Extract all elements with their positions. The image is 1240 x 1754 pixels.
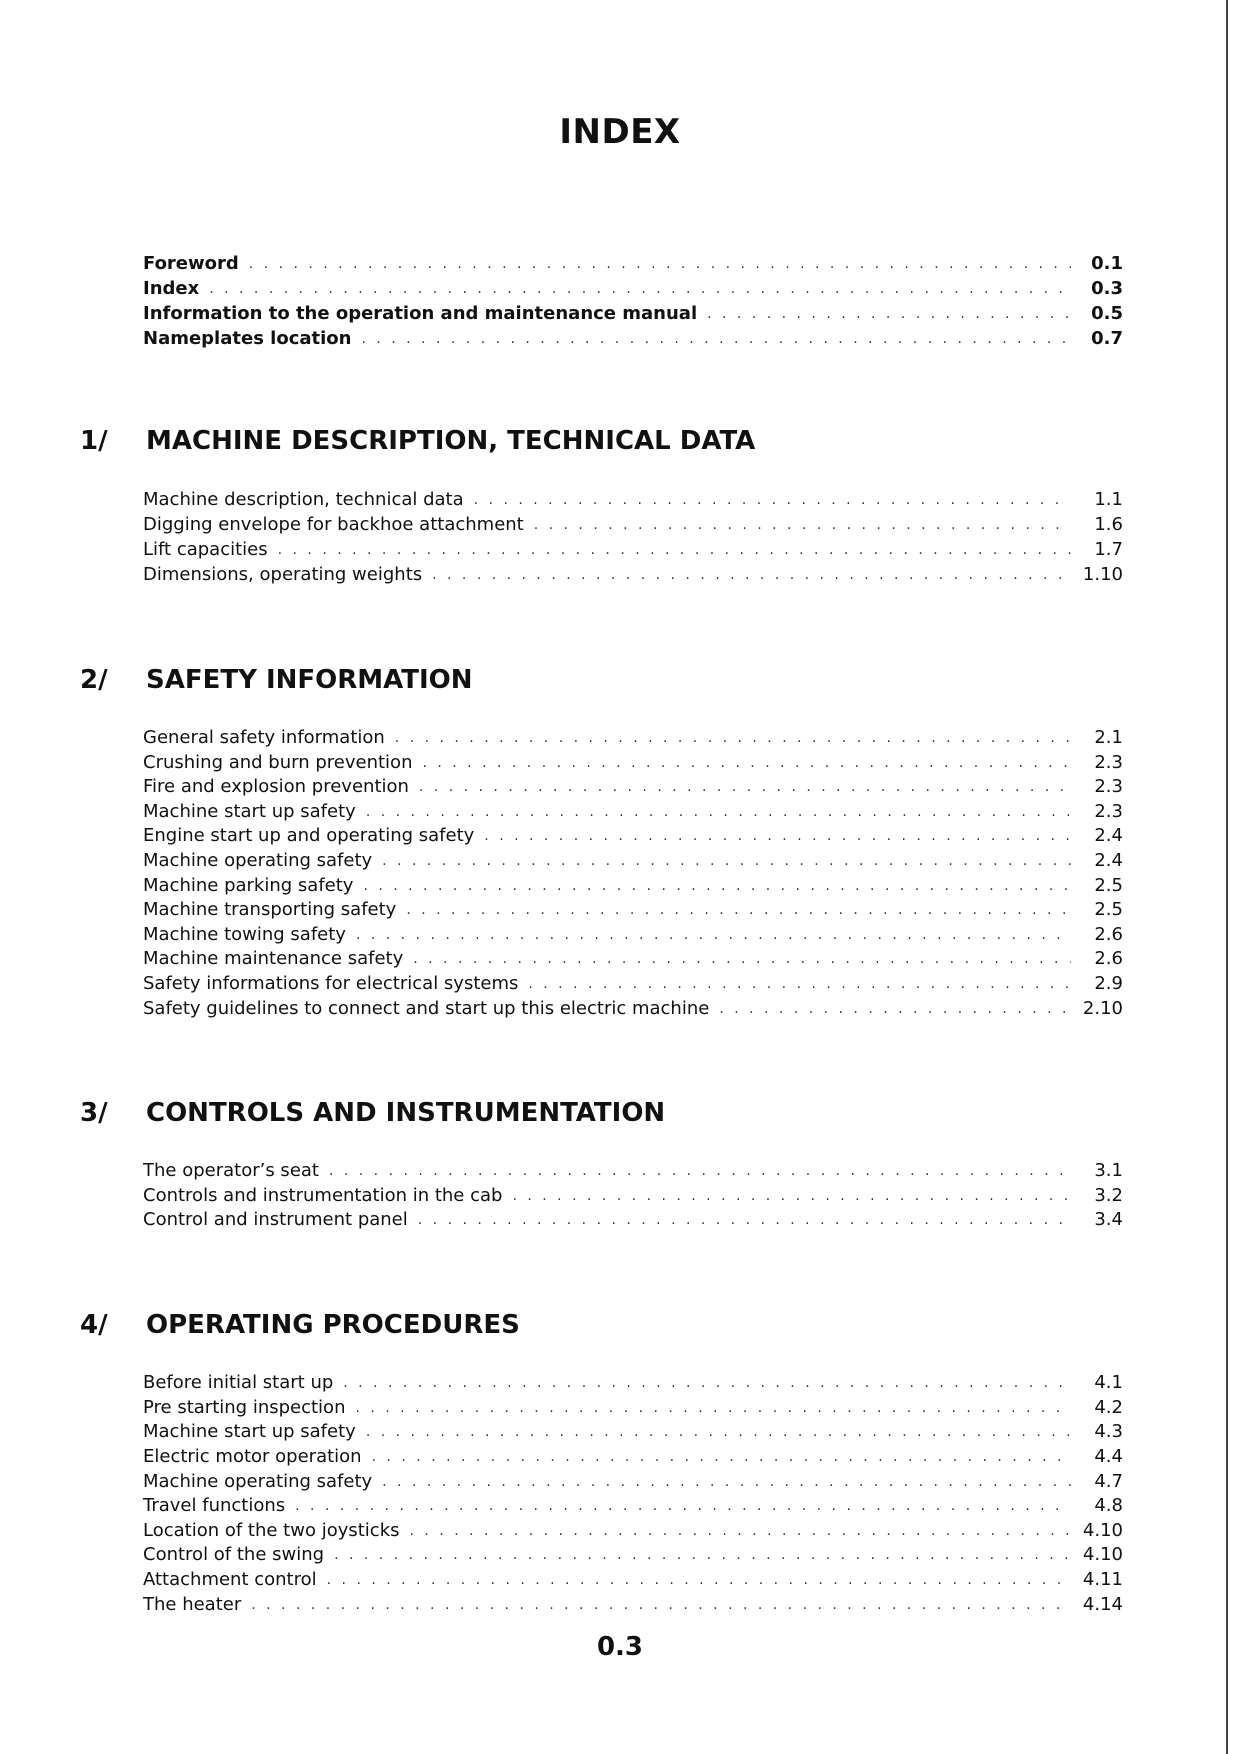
toc-entry-page: 4.7 bbox=[1094, 1471, 1123, 1492]
toc-entry-page: 4.2 bbox=[1094, 1397, 1123, 1418]
dot-leader bbox=[251, 1594, 1071, 1616]
toc-entry-label: Machine start up safety bbox=[143, 1421, 356, 1442]
dot-leader bbox=[382, 850, 1071, 872]
toc-entry-label: Dimensions, operating weights bbox=[143, 564, 423, 585]
toc-entry-page: 1.1 bbox=[1094, 489, 1123, 510]
section-heading bbox=[80, 1307, 1080, 1343]
toc-entry-page: 1.7 bbox=[1094, 539, 1123, 560]
toc-entry-page: 4.10 bbox=[1082, 1544, 1123, 1565]
toc-entry-label: Location of the two joysticks bbox=[143, 1520, 400, 1541]
section-title: OPERATING PROCEDURES bbox=[146, 1310, 520, 1340]
toc-entry-page: 2.3 bbox=[1094, 801, 1123, 822]
toc-entry bbox=[143, 1182, 1123, 1207]
toc-entry-label: Machine maintenance safety bbox=[143, 948, 404, 969]
toc-entry-page: 4.1 bbox=[1094, 1372, 1123, 1393]
toc-entry bbox=[143, 1541, 1123, 1566]
dot-leader bbox=[363, 875, 1071, 897]
toc-entry bbox=[143, 773, 1123, 798]
dot-leader bbox=[327, 1569, 1071, 1591]
toc-entry-page: 3.2 bbox=[1094, 1185, 1123, 1206]
dot-leader bbox=[484, 825, 1071, 847]
toc-entry-label: The heater bbox=[143, 1594, 242, 1615]
toc-entry-label: General safety information bbox=[143, 727, 385, 748]
toc-entry bbox=[143, 896, 1123, 921]
toc-entry-page: 2.5 bbox=[1094, 875, 1123, 896]
dot-leader bbox=[534, 514, 1071, 536]
toc-entry bbox=[143, 1566, 1123, 1591]
toc-entry-label: Digging envelope for backhoe attachment bbox=[143, 514, 524, 535]
toc-entry-label: Safety guidelines to connect and start up this electric machine bbox=[143, 998, 710, 1019]
toc-entry bbox=[143, 749, 1123, 774]
dot-leader bbox=[707, 303, 1071, 325]
toc-entry-page: 0.1 bbox=[1091, 253, 1123, 274]
toc-entry-page: 2.4 bbox=[1094, 850, 1123, 871]
page-title: INDEX bbox=[559, 112, 681, 152]
toc-entry-label: Machine parking safety bbox=[143, 875, 354, 896]
dot-leader bbox=[406, 899, 1071, 921]
dot-leader bbox=[418, 1209, 1071, 1231]
toc-entry-page: 2.6 bbox=[1094, 924, 1123, 945]
toc-entry-label: Lift capacities bbox=[143, 539, 268, 560]
toc-entry bbox=[143, 1418, 1123, 1443]
section-heading bbox=[80, 1095, 1080, 1131]
toc-entry bbox=[143, 511, 1123, 536]
toc-entry-page: 3.4 bbox=[1094, 1209, 1123, 1230]
toc-entry bbox=[143, 945, 1123, 970]
toc-entry-page: 2.3 bbox=[1094, 776, 1123, 797]
toc-entry-label: Before initial start up bbox=[143, 1372, 334, 1393]
toc-entry-label: Control and instrument panel bbox=[143, 1209, 408, 1230]
dot-leader bbox=[334, 1544, 1071, 1566]
toc-entry bbox=[143, 847, 1123, 872]
toc-entry bbox=[143, 1394, 1123, 1419]
dot-leader bbox=[719, 998, 1071, 1020]
dot-leader bbox=[278, 539, 1071, 561]
toc-entry bbox=[143, 486, 1123, 511]
toc-entry-label: Fire and explosion prevention bbox=[143, 776, 409, 797]
toc-entry bbox=[143, 325, 1123, 350]
dot-leader bbox=[512, 1185, 1071, 1207]
toc-entry bbox=[143, 275, 1123, 300]
toc-entry-label: The operator’s seat bbox=[143, 1160, 319, 1181]
toc-entry bbox=[143, 561, 1123, 586]
dot-leader bbox=[422, 752, 1071, 774]
page-number: 0.3 bbox=[596, 1632, 644, 1662]
toc-entry-page: 0.5 bbox=[1091, 303, 1123, 324]
dot-leader bbox=[372, 1446, 1071, 1468]
page-edge-line bbox=[1226, 0, 1228, 1754]
toc-entry-page: 0.3 bbox=[1091, 278, 1123, 299]
dot-leader bbox=[432, 564, 1071, 586]
toc-entry-label: Engine start up and operating safety bbox=[143, 825, 475, 846]
section-number: 2/ bbox=[80, 665, 108, 695]
toc-entry-label: Attachment control bbox=[143, 1569, 317, 1590]
toc-entry bbox=[143, 1492, 1123, 1517]
toc-entry-page: 4.8 bbox=[1094, 1495, 1123, 1516]
toc-entry-label: Machine start up safety bbox=[143, 801, 356, 822]
toc-entry-page: 2.6 bbox=[1094, 948, 1123, 969]
toc-entry-page: 2.9 bbox=[1094, 973, 1123, 994]
section-title: SAFETY INFORMATION bbox=[146, 665, 473, 695]
toc-entry-page: 4.4 bbox=[1094, 1446, 1123, 1467]
dot-leader bbox=[474, 489, 1071, 511]
toc-entry-page: 2.3 bbox=[1094, 752, 1123, 773]
toc-entry-page: 0.7 bbox=[1091, 328, 1123, 349]
section-number: 4/ bbox=[80, 1310, 108, 1340]
dot-leader bbox=[355, 1397, 1071, 1419]
toc-entry-label: Information to the operation and maintenance manual bbox=[143, 303, 698, 324]
toc-entry-page: 4.10 bbox=[1082, 1520, 1123, 1541]
toc-entry bbox=[143, 1591, 1123, 1616]
toc-entry bbox=[143, 872, 1123, 897]
toc-entry-label: Machine transporting safety bbox=[143, 899, 397, 920]
dot-leader bbox=[366, 1421, 1071, 1443]
toc-entry bbox=[143, 300, 1123, 325]
dot-leader bbox=[528, 973, 1071, 995]
toc-entry-label: Travel functions bbox=[143, 1495, 286, 1516]
section-title: CONTROLS AND INSTRUMENTATION bbox=[146, 1098, 666, 1128]
section-number: 1/ bbox=[80, 426, 108, 456]
dot-leader bbox=[356, 924, 1071, 946]
toc-entry-label: Controls and instrumentation in the cab bbox=[143, 1185, 503, 1206]
toc-entry-label: Electric motor operation bbox=[143, 1446, 362, 1467]
toc-entry bbox=[143, 724, 1123, 749]
toc-entry-page: 4.14 bbox=[1082, 1594, 1123, 1615]
toc-entry-page: 1.10 bbox=[1082, 564, 1123, 585]
toc-entry-label: Foreword bbox=[143, 253, 239, 274]
toc-entry-label: Control of the swing bbox=[143, 1544, 325, 1565]
dot-leader bbox=[395, 727, 1071, 749]
toc-entry-page: 2.4 bbox=[1094, 825, 1123, 846]
section-number: 3/ bbox=[80, 1098, 108, 1128]
toc-entry bbox=[143, 1468, 1123, 1493]
dot-leader bbox=[343, 1372, 1071, 1394]
toc-entry bbox=[143, 1157, 1123, 1182]
toc-entry-label: Nameplates location bbox=[143, 328, 352, 349]
section-heading bbox=[80, 662, 1080, 698]
toc-entry bbox=[143, 536, 1123, 561]
section-title: MACHINE DESCRIPTION, TECHNICAL DATA bbox=[146, 426, 756, 456]
toc-entry bbox=[143, 970, 1123, 995]
toc-entry bbox=[143, 798, 1123, 823]
toc-entry bbox=[143, 1369, 1123, 1394]
toc-entry bbox=[143, 921, 1123, 946]
toc-entry bbox=[143, 1443, 1123, 1468]
toc-entry-label: Safety informations for electrical systems bbox=[143, 973, 519, 994]
toc-entry bbox=[143, 250, 1123, 275]
toc-entry-label: Machine operating safety bbox=[143, 1471, 373, 1492]
dot-leader bbox=[329, 1160, 1071, 1182]
dot-leader bbox=[419, 776, 1071, 798]
dot-leader bbox=[209, 278, 1071, 300]
toc-entry-label: Crushing and burn prevention bbox=[143, 752, 413, 773]
toc-entry bbox=[143, 995, 1123, 1020]
toc-entry-label: Pre starting inspection bbox=[143, 1397, 346, 1418]
toc-entry bbox=[143, 1206, 1123, 1231]
toc-entry-label: Machine towing safety bbox=[143, 924, 346, 945]
toc-entry-page: 2.10 bbox=[1082, 998, 1123, 1019]
dot-leader bbox=[413, 948, 1071, 970]
toc-entry-page: 1.6 bbox=[1094, 514, 1123, 535]
dot-leader bbox=[361, 328, 1071, 350]
toc-entry bbox=[143, 822, 1123, 847]
dot-leader bbox=[249, 253, 1071, 275]
dot-leader bbox=[410, 1520, 1072, 1542]
toc-entry-label: Machine description, technical data bbox=[143, 489, 464, 510]
toc-entry-page: 4.3 bbox=[1094, 1421, 1123, 1442]
toc-entry-label: Machine operating safety bbox=[143, 850, 373, 871]
section-heading bbox=[80, 423, 1080, 459]
dot-leader bbox=[382, 1471, 1071, 1493]
toc-entry-page: 2.1 bbox=[1094, 727, 1123, 748]
dot-leader bbox=[295, 1495, 1071, 1517]
dot-leader bbox=[366, 801, 1071, 823]
toc-entry bbox=[143, 1517, 1123, 1542]
toc-entry-page: 4.11 bbox=[1082, 1569, 1123, 1590]
toc-entry-page: 3.1 bbox=[1094, 1160, 1123, 1181]
toc-entry-label: Index bbox=[143, 278, 200, 299]
toc-entry-page: 2.5 bbox=[1094, 899, 1123, 920]
